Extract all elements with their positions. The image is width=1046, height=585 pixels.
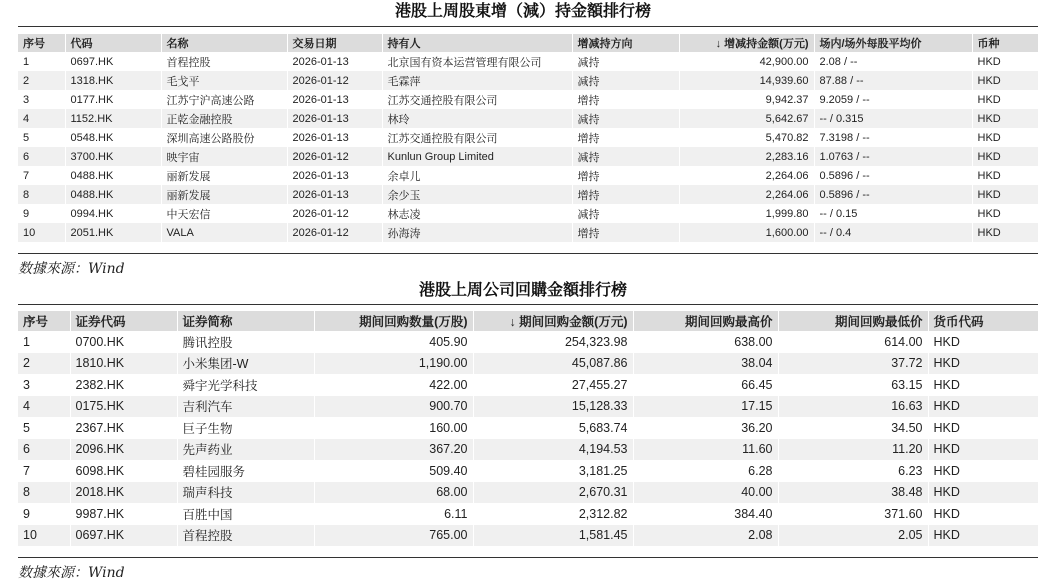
table2-source: 数據來源：Wind [18,565,125,581]
table-cell: -- / 0.15 [814,204,972,223]
table-cell: 10 [18,223,65,242]
table-cell: 5 [18,128,65,147]
table-cell: 百胜中国 [177,503,314,525]
table-cell: 江苏交通控股有限公司 [382,128,572,147]
table-cell: 900.70 [314,396,473,418]
table-cell: 5,470.82 [679,128,814,147]
table-cell: 6.28 [633,460,778,482]
table-row [18,128,1038,147]
table-cell: 38.48 [778,482,928,504]
table-cell: 6.23 [778,460,928,482]
table-cell: 北京国有资本运营管理有限公司 [382,52,572,71]
table-cell: 0.5896 / -- [814,185,972,204]
table-cell: 首程控股 [161,52,287,71]
table-cell: 254,323.98 [473,331,633,353]
table-cell: 2026-01-12 [287,223,382,242]
table-cell: 减持 [572,71,679,90]
table1-header-cell: 名称 [161,34,287,52]
table-cell: 余卓儿 [382,166,572,185]
table-cell: 中天宏信 [161,204,287,223]
table-cell: 5,683.74 [473,417,633,439]
table2-header-row [18,311,1038,331]
table-row [18,396,1038,418]
table-cell: HKD [928,374,1038,396]
table1-title: 港股上周股東增（減）持金額排行榜 [394,1,651,20]
table-cell: HKD [928,331,1038,353]
table-cell: 江苏交通控股有限公司 [382,90,572,109]
table1-header-cell: 持有人 [382,34,572,52]
table2-header-cell: 证券代码 [70,311,177,331]
table-cell: HKD [972,128,1038,147]
table-cell: 小米集团-W [177,353,314,375]
table-cell: HKD [928,417,1038,439]
table-cell: HKD [972,166,1038,185]
table-cell: 0177.HK [65,90,161,109]
table-cell: 4,194.53 [473,439,633,461]
table-cell: 87.88 / -- [814,71,972,90]
table-row [18,147,1038,166]
table-cell: 毛戈平 [161,71,287,90]
table2-bottom-rule [18,557,1038,558]
table-cell: 2,283.16 [679,147,814,166]
table1-top-rule [18,26,1038,27]
table-cell: 765.00 [314,525,473,547]
table-cell: 9987.HK [70,503,177,525]
table-cell: 4 [18,109,65,128]
table-cell: 2026-01-13 [287,109,382,128]
table-cell: 2.08 / -- [814,52,972,71]
table-cell: 2,264.06 [679,185,814,204]
table-cell: 11.60 [633,439,778,461]
table-cell: 3 [18,374,70,396]
table2-title: 港股上周公司回購金額排行榜 [418,280,627,299]
table-cell: 367.20 [314,439,473,461]
table-cell: 映宇宙 [161,147,287,166]
table-cell: 减持 [572,109,679,128]
table-cell: 0488.HK [65,166,161,185]
table-cell: VALA [161,223,287,242]
table-cell: 11.20 [778,439,928,461]
table-cell: 7.3198 / -- [814,128,972,147]
table-cell: 7 [18,166,65,185]
table-cell: 2367.HK [70,417,177,439]
table-cell: 0994.HK [65,204,161,223]
table1-header-row [18,34,1038,52]
table-cell: 2026-01-12 [287,71,382,90]
table-cell: HKD [972,223,1038,242]
table-cell: 1,190.00 [314,353,473,375]
table-cell: 6 [18,439,70,461]
table-cell: 2,670.31 [473,482,633,504]
table-cell: 吉利汽车 [177,396,314,418]
table-cell: 8 [18,482,70,504]
table-cell: 毛霖萍 [382,71,572,90]
table-cell: 减持 [572,52,679,71]
table-row [18,109,1038,128]
table-cell: 2026-01-12 [287,204,382,223]
table-cell: 14,939.60 [679,71,814,90]
table-row [18,525,1038,547]
table-cell: 2051.HK [65,223,161,242]
table-cell: 38.04 [633,353,778,375]
table-cell: 4 [18,396,70,418]
table-cell: 68.00 [314,482,473,504]
table-cell: 孙海涛 [382,223,572,242]
table-cell: 0.5896 / -- [814,166,972,185]
table-cell: 林志凌 [382,204,572,223]
table-cell: 2026-01-13 [287,128,382,147]
table-cell: 0700.HK [70,331,177,353]
table2-header-cell: ↓ 期间回购金额(万元) [473,311,633,331]
table-cell: 碧桂园服务 [177,460,314,482]
table-cell: 2018.HK [70,482,177,504]
table-cell: 2382.HK [70,374,177,396]
table-row [18,166,1038,185]
table-cell: 42,900.00 [679,52,814,71]
table-cell: 减持 [572,204,679,223]
table-row [18,331,1038,353]
table-cell: 36.20 [633,417,778,439]
table2-header-cell: 序号 [18,311,70,331]
table-cell: 1152.HK [65,109,161,128]
table-cell: 384.40 [633,503,778,525]
table-cell: 2,312.82 [473,503,633,525]
table2-header-cell: 证券简称 [177,311,314,331]
table-cell: 63.15 [778,374,928,396]
table-cell: 2.08 [633,525,778,547]
table-cell: 1810.HK [70,353,177,375]
table-row [18,417,1038,439]
table-cell: 2026-01-13 [287,185,382,204]
buyback-table [18,311,1039,546]
table-cell: 6 [18,147,65,166]
table-cell: 3700.HK [65,147,161,166]
table-cell: 1 [18,52,65,71]
table-cell: 9,942.37 [679,90,814,109]
table-row [18,460,1038,482]
table-cell: 深圳高速公路股份 [161,128,287,147]
table-cell: 2026-01-13 [287,166,382,185]
table2-header-cell: 期间回购最高价 [633,311,778,331]
table-cell: 160.00 [314,417,473,439]
table-cell: 66.45 [633,374,778,396]
table1-bottom-rule [18,253,1038,254]
table-row [18,374,1038,396]
table-row [18,439,1038,461]
table-cell: -- / 0.315 [814,109,972,128]
table-cell: HKD [928,396,1038,418]
table-row [18,71,1038,90]
table-cell: 6.11 [314,503,473,525]
table-cell: 1.0763 / -- [814,147,972,166]
table1-header-cell: ↓ 增减持金额(万元) [679,34,814,52]
table1-header-cell: 场内/场外每股平均价 [814,34,972,52]
table2-header-cell: 期间回购数量(万股) [314,311,473,331]
table-cell: HKD [972,185,1038,204]
table-cell: 5 [18,417,70,439]
table-cell: 2026-01-13 [287,52,382,71]
table-cell: 6098.HK [70,460,177,482]
table-cell: 舜宇光学科技 [177,374,314,396]
table-cell: 40.00 [633,482,778,504]
table-cell: 9.2059 / -- [814,90,972,109]
table-cell: 7 [18,460,70,482]
table-cell: HKD [972,71,1038,90]
table-cell: 15,128.33 [473,396,633,418]
table-cell: HKD [928,525,1038,547]
table-cell: HKD [928,460,1038,482]
table1-source: 数據來源：Wind [18,261,125,277]
table-cell: 405.90 [314,331,473,353]
table-cell: HKD [928,503,1038,525]
table-row [18,503,1038,525]
table-cell: -- / 0.4 [814,223,972,242]
table-cell: 16.63 [778,396,928,418]
table-cell: HKD [928,482,1038,504]
table-cell: 增持 [572,90,679,109]
table1-header-cell: 序号 [18,34,65,52]
table-cell: HKD [972,147,1038,166]
table-cell: 0175.HK [70,396,177,418]
table-cell: 先声药业 [177,439,314,461]
table2-header-cell: 货币代码 [928,311,1038,331]
table-cell: 0697.HK [70,525,177,547]
table-cell: 2 [18,353,70,375]
table-cell: 9 [18,503,70,525]
table-cell: 1318.HK [65,71,161,90]
table-cell: 巨子生物 [177,417,314,439]
table-cell: 37.72 [778,353,928,375]
table-cell: 减持 [572,147,679,166]
table-cell: 腾讯控股 [177,331,314,353]
table-cell: 2 [18,71,65,90]
table-row [18,482,1038,504]
table1-header-cell: 增减持方向 [572,34,679,52]
table-cell: 8 [18,185,65,204]
table-cell: 增持 [572,223,679,242]
table-row [18,204,1038,223]
table-cell: 1,999.80 [679,204,814,223]
table-cell: 增持 [572,185,679,204]
table1-header-cell: 币种 [972,34,1038,52]
shareholder-trading-table [18,34,1039,242]
table-row [18,353,1038,375]
table-cell: 增持 [572,128,679,147]
table-cell: 0548.HK [65,128,161,147]
table-cell: 3,181.25 [473,460,633,482]
table-cell: HKD [928,353,1038,375]
table-cell: 45,087.86 [473,353,633,375]
table-cell: 丽新发展 [161,185,287,204]
table2-top-rule [18,304,1038,305]
table-cell: 638.00 [633,331,778,353]
table-cell: 2,264.06 [679,166,814,185]
table-cell: 首程控股 [177,525,314,547]
table-cell: 瑞声科技 [177,482,314,504]
table-cell: 27,455.27 [473,374,633,396]
table-cell: 2026-01-13 [287,90,382,109]
table-cell: 1,600.00 [679,223,814,242]
table-cell: 林玲 [382,109,572,128]
table-cell: 371.60 [778,503,928,525]
table1-header-cell: 代码 [65,34,161,52]
table-cell: 0488.HK [65,185,161,204]
table-cell: 614.00 [778,331,928,353]
table-cell: 3 [18,90,65,109]
table-cell: 余少玉 [382,185,572,204]
table-cell: 正乾金融控股 [161,109,287,128]
table-cell: 丽新发展 [161,166,287,185]
table-cell: 5,642.67 [679,109,814,128]
table-cell: 2096.HK [70,439,177,461]
table-cell: 1 [18,331,70,353]
table-cell: 1,581.45 [473,525,633,547]
table-cell: 10 [18,525,70,547]
table-row [18,185,1038,204]
table-cell: 2.05 [778,525,928,547]
table-cell: HKD [972,109,1038,128]
table-cell: 0697.HK [65,52,161,71]
table-cell: HKD [928,439,1038,461]
table-cell: 509.40 [314,460,473,482]
table-cell: Kunlun Group Limited [382,147,572,166]
table-cell: HKD [972,90,1038,109]
table-cell: 9 [18,204,65,223]
table-cell: 江苏宁沪高速公路 [161,90,287,109]
table-cell: 2026-01-12 [287,147,382,166]
table-row [18,223,1038,242]
table-row [18,52,1038,71]
table-row [18,90,1038,109]
table-cell: HKD [972,204,1038,223]
table-cell: HKD [972,52,1038,71]
table-cell: 34.50 [778,417,928,439]
table-cell: 17.15 [633,396,778,418]
table1-header-cell: 交易日期 [287,34,382,52]
table2-header-cell: 期间回购最低价 [778,311,928,331]
table-cell: 422.00 [314,374,473,396]
table-cell: 增持 [572,166,679,185]
